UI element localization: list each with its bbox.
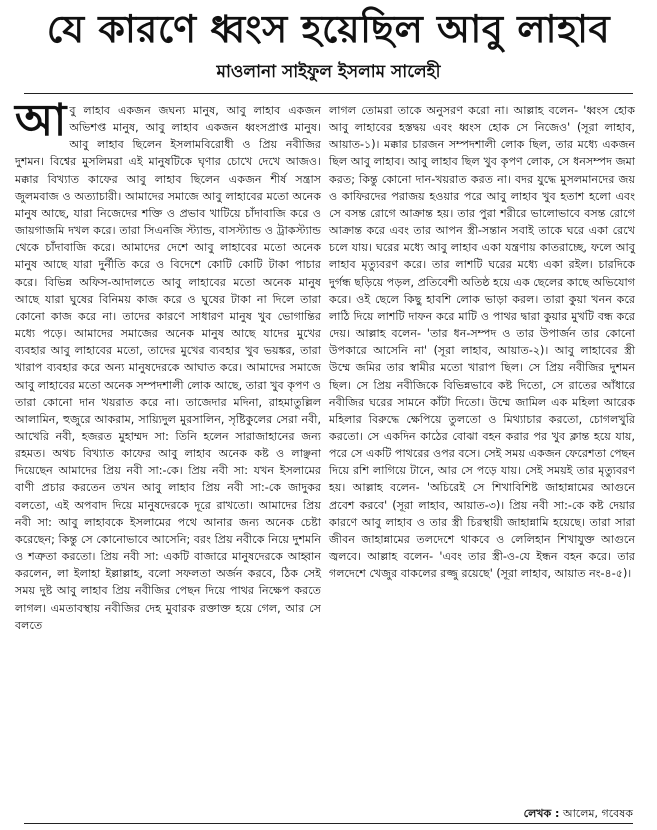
- header-divider: [24, 93, 633, 94]
- left-paragraph: [15, 95, 321, 634]
- author-label: লেখক :: [523, 807, 560, 820]
- headline: যে কারণে ধ্বংস হয়েছিল আবু লাহাব: [46, 7, 611, 51]
- right-column: [329, 102, 635, 582]
- author-value: আলেম, গবেষক: [562, 807, 633, 820]
- left-column: [15, 95, 321, 634]
- dropcap: আ: [15, 95, 67, 146]
- left-column-text: বু লাহাব একজন জঘন্য মানুষ, আবু লাহাব একজন অভিশপ্ত মানুষ, আবু লাহাব একজন ধ্বংসপ্রাপ্ত মানুষ। আবু লাহাব ছিলেন ইসলামবিরোধী ও প্রিয় নবীজির দুশমন। বিশ্বের মুসলিমরা এই মানুষটিকে ঘৃণার চোখে দেখে আজও। মক্কার বিখ্যাত কাফের আবু লাহাব ছিলেন একজন শীর্ষ সন্ত্রাস জুলমবাজ ও অত্যাচারী। আমাদের সমাজে আবু লাহাবের মতো অনেক মানুষ আছে, যারা নিজেদের শক্তি ও প্রভাব খাটিয়ে চাঁদাবাজি করে ও জায়গাজমি দখল করে। তারা সিএনজি স্ট্যান্ড, বাসস্ট্যান্ড ও ট্রাকস্ট্যান্ড থেকে চাঁদাবাজি করে। আমাদের দেশে আবু লাহাবের মতো অনেক মানুষ আছে যারা দুর্নীতি করে ও বিদেশে কোটি কোটি টাকা পাচার করে। বিভিন্ন অফিস-আদালতে আবু লাহাবের মতো অনেক মানুষ আছে যারা ঘুষের বিনিময় কাজ করে ও ঘুষের টাকা না দিলে তারা কোনো কাজ করে না। তাদের কারণে সাধারণ মানুষ খুব ভোগান্তির মধ্যে পড়ে। আমাদের সমাজের অনেক মানুষ আছে যাদের মুখের ব্যবহার আবু লাহাবের মতো, তাদের মুখের ব্যবহার খুব ভয়ঙ্কর, তারা খারাপ ব্যবহার করে অন্য মানুষদেরকে আঘাত করে। আমাদের সমাজে আবু লাহাবের মতো অনেক সম্পদশালী লোক আছে, তারা খুব কৃপণ ও তারা কোনো দান খয়রাত করে না। তাজেদার মদিনা, রাহমাতুল্লিল আলামিন, হুজুরে আকরাম, সায়্যিদুল মুরসালিন, সৃষ্টিকুলের সেরা নবী, আখেরি নবী, হজরত মুহাম্মদ সা: তিনি হলেন সারাজাহানের জন্য রহমত। অথচ বিখ্যাত কাফের আবু লাহাব অনেক কষ্ট ও লাঞ্ছনা দিয়েছেন আমাদের প্রিয় নবী সা:-কে। প্রিয় নবী সা: যখন ইসলামের বাণী প্রচার করতেন তখন আবু লাহাব প্রিয় নবী সা:-কে জাদুকর বলতো, এই অপবাদ দিয়ে মানুষদেরকে দূরে রাখতো। আমাদের প্রিয় নবী সা: আবু লাহাবকে ইসলামের পথে আনার জন্য অনেক চেষ্টা করেছেন; কিন্তু সে কোনোভাবে আসেনি; বরং প্রিয় নবীকে নিয়ে দুশমনি ও শত্রুতা করতো। প্রিয় নবী সা: একটি বাজারে মানুষদেরকে আহ্বান করলেন, লা ইলাহা ইল্লাল্লাহ, বলো সফলতা অর্জন করবে, ঠিক সেই সময় দুষ্ট আবু লাহাব প্রিয় নবীজির পেছন দিয়ে পাথর নিক্ষেপ করতে লাগল। এমতাবস্থায় নবীজির দেহ মুবারক রক্তাক্ত হয়ে গেল, আর সে বলতে: [15, 104, 321, 632]
- footer-divider: [24, 823, 633, 824]
- right-column-text: লাগল তোমরা তাকে অনুসরণ করো না। আল্লাহ বলেন- 'ধ্বংস হোক আবু লাহাবের হস্তদ্বয় এবং ধ্বংস হোক সে নিজেও' (সূরা লাহাব, আয়াত-১)। মক্কার চারজন সম্পদশালী লোক ছিল, তার মধ্যে একজন ছিল আবু লাহাব। আবু লাহাব ছিল খুব কৃপণ লোক, সে ধনসম্পদ জমা করত; কিন্তু কোনো দান-খয়রাত করত না। বদর যুদ্ধে মুসলমানদের জয় ও কাফিরদের পরাজয় হওয়ার পরে আবু লাহাব খুব হতাশ হলো এবং সে বসন্ত রোগে আক্রান্ত হয়। তার পুরা শরীরে ভালোভাবে বসন্ত রোগে আক্রান্ত করে এবং তার আপন স্ত্রী-সন্তান সবাই তাকে ঘরে একা রেখে চলে যায়। ঘরের মধ্যে আবু লাহাব একা যন্ত্রণায় কাতরাচ্ছে, ফলে আবু লাহাব মৃত্যুবরণ করে। তার লাশটি ঘরের মধ্যে একা রইল। চারদিকে দুর্গন্ধ ছড়িয়ে পড়ল, প্রতিবেশী অতিষ্ঠ হয়ে এক ছেলের কাছে অভিযোগ করে। ওই ছেলে কিছু হাবশি লোক ভাড়া করল। তারা কুয়া খনন করে লাঠি দিয়ে লাশটি দাফন করে মাটি ও পাথর দ্বারা কুয়ার মুখটি বন্ধ করে দেয়। আল্লাহ বলেন- 'তার ধন-সম্পদ ও তার উপার্জন তার কোনো উপকারে আসেনি না' (সূরা লাহাব, আয়াত-২)। আবু লাহাবের স্ত্রী উম্মে জমির তার স্বামীর মতো খারাপ ছিল। সে প্রিয় নবীজির দুশমন ছিল। সে প্রিয় নবীজিকে বিভিন্নভাবে কষ্ট দিতো, সে রাতের আঁধারে নবীজির ঘরের সামনে কাঁটা দিতো। উম্মে জামিল এক মহিলা আরেক মহিলার বিরুদ্ধে ক্ষেপিয়ে তুলতো ও মিথ্যাচার করতো, চোগলখুরি করতো। সে একদিন কাঠের বোঝা বহন করার পর খুব ক্লান্ত হয়ে যায়, পরে সে একটি পাথরের ওপর বসে। সেই সময় একজন ফেরেশতা পেছন দিয়ে রশি লাগিয়ে টানে, আর সে পড়ে যায়। সেই সময়ই তার মৃত্যুবরণ হয়। আল্লাহ বলেন- 'অচিরেই সে শিখাবিশিষ্ট জাহান্নামের আগুনে প্রবেশ করবে' (সূরা লাহাব, আয়াত-৩)। প্রিয় নবী সা:-কে কষ্ট দেয়ার কারণে আবু লাহাব ও তার স্ত্রী চিরস্থায়ী জাহান্নামি হয়েছে। তারা সারা জীবন জাহান্নামের তলদেশে থাকবে ও লেলিহান শিখাযুক্ত আগুনে জ্বলবে। আল্লাহ বলেন- 'এবং তার স্ত্রী-ও-যে ইন্ধন বহন করে। তার গলদেশে খেজুর বাকলের রজ্জু রয়েছে' (সূরা লাহাব, আয়াত নং-৪-৫)।: [329, 104, 635, 581]
- author-credit: [524, 806, 633, 822]
- byline: মাওলানা সাইফুল ইসলাম সালেহী: [216, 62, 441, 82]
